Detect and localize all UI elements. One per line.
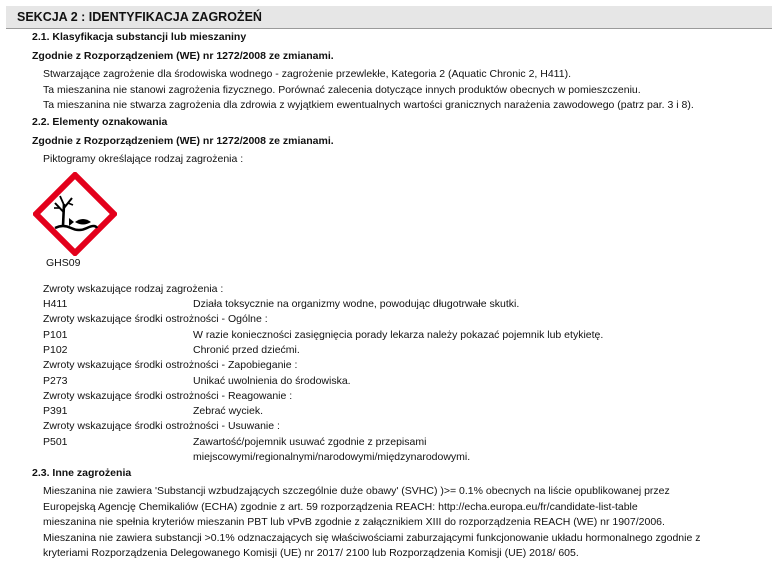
- hazard-code: H411: [43, 298, 68, 310]
- pictogram-code: GHS09: [46, 257, 81, 269]
- general-code-1: P101: [43, 329, 68, 341]
- response-text: Zebrać wyciek.: [193, 405, 264, 417]
- hazard-label: Zwroty wskazujące rodzaj zagrożenia :: [43, 283, 224, 295]
- response-code: P391: [43, 405, 68, 417]
- s22-subheading: Zgodnie z Rozporządzeniem (WE) nr 1272/2008 ze zmianami.: [32, 135, 334, 147]
- s21-subheading: Zgodnie z Rozporządzeniem (WE) nr 1272/2008 ze zmianami.: [32, 50, 334, 62]
- hazard-text: Działa toksycznie na organizmy wodne, powodując długotrwałe skutki.: [193, 298, 520, 310]
- s23-line-1: Mieszanina nie zawiera 'Substancji wzbudzających szczególnie duże obawy' (SVHC) )>= 0.1% obecnych na liście opublikowanej przez: [43, 485, 670, 497]
- disposal-text-1: Zawartość/pojemnik usuwać zgodnie z przepisami: [193, 436, 427, 448]
- general-text-1: W razie konieczności zasięgnięcia porady lekarza należy pokazać pojemnik lub etykietę.: [193, 329, 604, 341]
- disposal-text-2: miejscowymi/regionalnymi/narodowymi/międzynarodowymi.: [193, 451, 471, 463]
- prevention-text: Unikać uwolnienia do środowiska.: [193, 375, 351, 387]
- pictograms-label: Piktogramy określające rodzaj zagrożenia :: [43, 153, 244, 165]
- environment-hazard-icon: [33, 172, 117, 256]
- general-code-2: P102: [43, 344, 68, 356]
- s21-heading: 2.1. Klasyfikacja substancji lub mieszaniny: [32, 31, 247, 43]
- s22-heading: 2.2. Elementy oznakowania: [32, 116, 168, 128]
- s21-line-3: Ta mieszanina nie stwarza zagrożenia dla zdrowia z wyjątkiem ewentualnych wartości granicznych narażenia zawodowego (patrz par. 3 i 8).: [43, 99, 694, 111]
- prevention-code: P273: [43, 375, 68, 387]
- s23-line-5: kryteriami Rozporządzenia Delegowanego Komisji (UE) nr 2017/ 2100 lub Rozporządzenia Komisji (UE) 2018/ 605.: [43, 547, 579, 559]
- s23-line-2: Europejską Agencję Chemikaliów (ECHA) zgodnie z art. 59 rozporządzenia REACH: http://echa.europa.eu/fr/candidate-list-table: [43, 501, 638, 513]
- s23-line-3: mieszanina nie spełnia kryteriów mieszanin PBT lub vPvB zgodnie z załącznikiem XIII do rozporządzenia REACH (WE) nr 1907/2006.: [43, 516, 665, 528]
- s23-line-4: Mieszanina nie zawiera substancji >0.1% odznaczających się właściwościami zaburzającymi funkcjonowanie układu hormonalnego zgodnie z: [43, 532, 701, 544]
- response-label: Zwroty wskazujące środki ostrożności - Reagowanie :: [43, 390, 293, 402]
- s21-line-2: Ta mieszanina nie stanowi zagrożenia fizycznego. Porównać zalecenia dotyczące innych produktów obecnych w pomieszczeniu.: [43, 84, 641, 96]
- disposal-label: Zwroty wskazujące środki ostrożności - Usuwanie :: [43, 420, 280, 432]
- disposal-code: P501: [43, 436, 68, 448]
- s21-line-1: Stwarzające zagrożenie dla środowiska wodnego - zagrożenie przewlekłe, Kategoria 2 (Aquatic Chronic 2, H411).: [43, 68, 571, 80]
- s23-heading: 2.3. Inne zagrożenia: [32, 467, 132, 479]
- general-label: Zwroty wskazujące środki ostrożności - Ogólne :: [43, 313, 268, 325]
- general-text-2: Chronić przed dziećmi.: [193, 344, 300, 356]
- prevention-label: Zwroty wskazujące środki ostrożności - Zapobieganie :: [43, 359, 298, 371]
- section-title: SEKCJA 2 : IDENTYFIKACJA ZAGROŻEŃ: [17, 10, 262, 24]
